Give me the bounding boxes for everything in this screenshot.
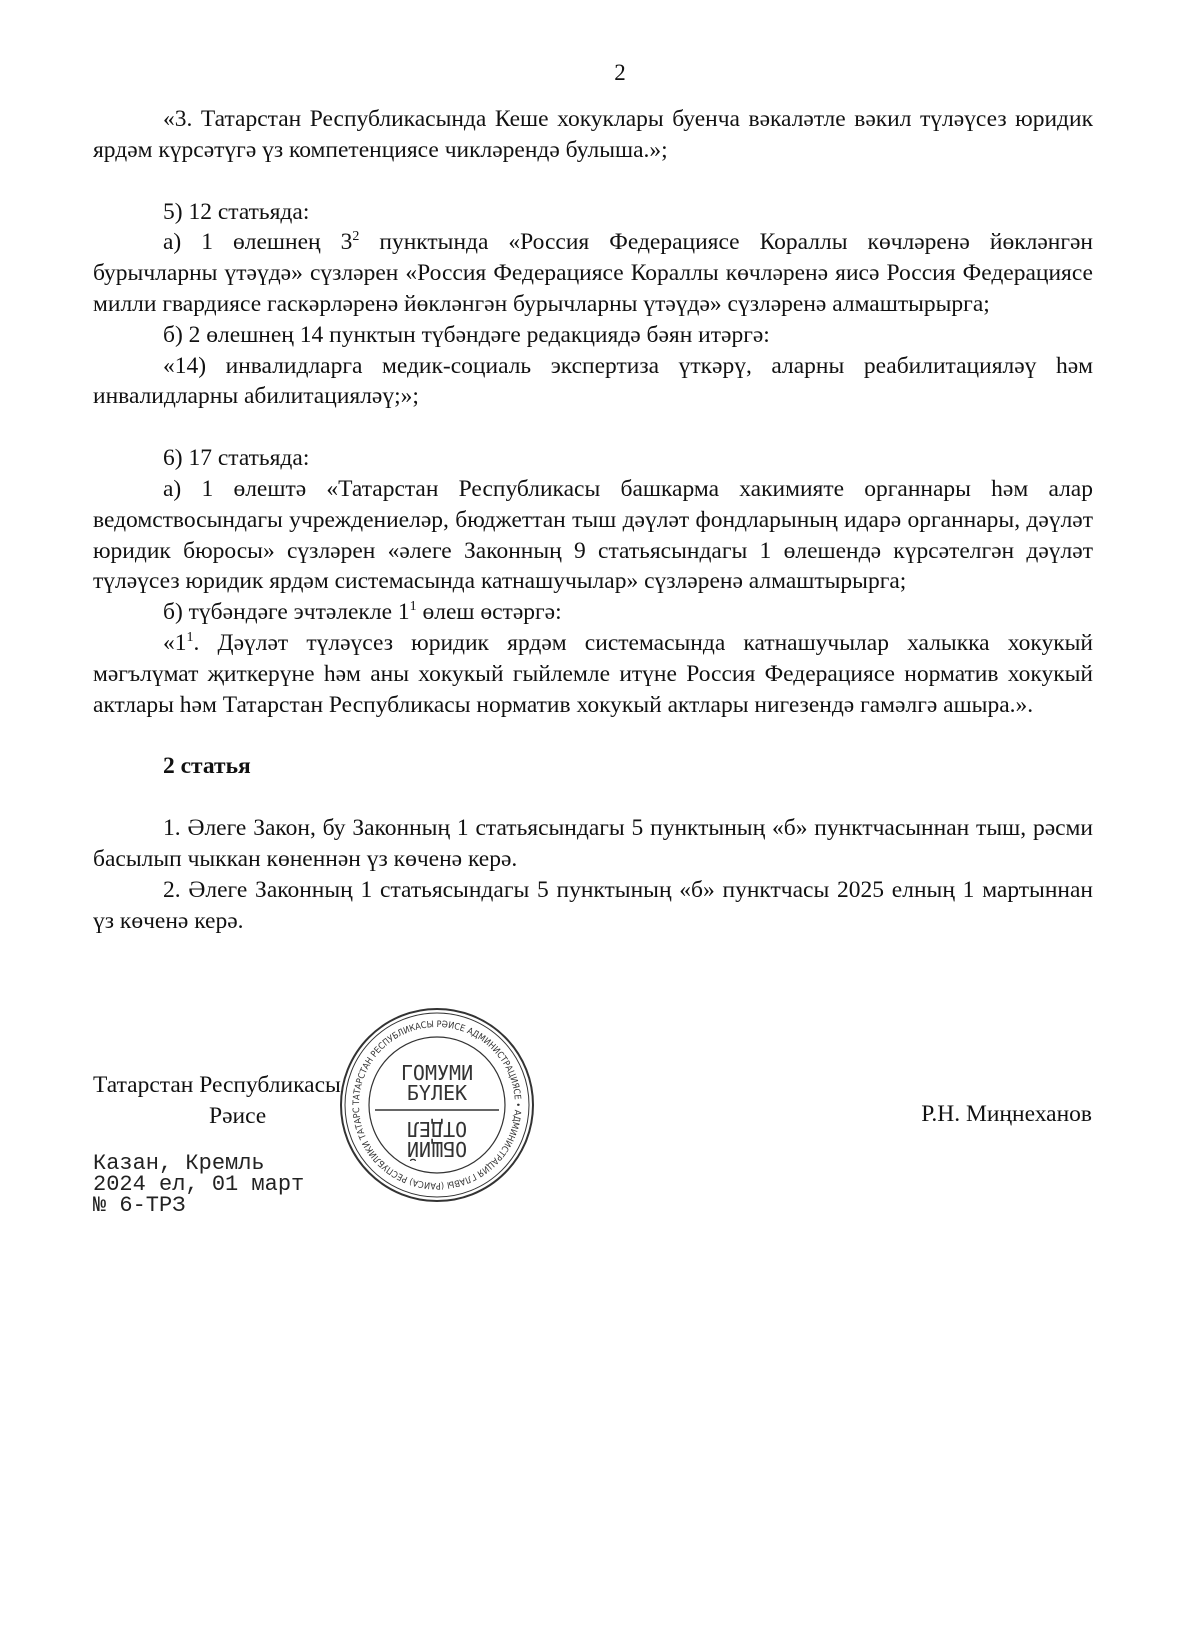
stamp-line4: ОБЩИЙ: [406, 1137, 468, 1161]
meta-date: 2024 ел, 01 март: [93, 1172, 305, 1197]
paragraph: а) 1 өлештә «Татарстан Республикасы башкарма хакимияте органнары һәм алар ведомствосындагы учреждениеләр, бюджеттан тыш дәүләт фондларының идарә органнары, дәүләт юридик бюросы» сүзләрен «әлеге Законның 9 статьясындагы 1 өлешендә күрсәтелгән дәүләт түләүсез юридик ярдәм системасында катнашучылар» сүзләренә алмаштырырга;: [93, 475, 1093, 595]
paragraph: «3. Татарстан Республикасында Кеше хокуклары буенча вәкаләтле вәкил түләүсез юридик ярдәм күрсәтүгә үз компетенциясе чикләрендә булыша.»;: [93, 106, 1093, 163]
paragraph: «$1^1$. Дәүләт түләүсез юридик ярдәм системасында катнашучылар халыкка хокукый мәгълүмат җиткерүне һәм аны хокукый гыйлемле итүне Россия Федерациясе норматив хокукый актлары һәм Татарстан Республикасы норматив хокукый актлары нигезендә гамәлгә ашыра.».: [93, 629, 1093, 718]
paragraph: б) түбәндәге эчтәлекле $1^1$ өлеш өстәргә:: [163, 599, 562, 626]
stamp-line3: ОТДЕЛ: [406, 1117, 468, 1141]
paragraph: а) 1 өлешнең $3^2$ пунктында «Россия Федерациясе Кораллы көчләренә йөкләнгән бурычларны үтәүдә» сүзләрен «Россия Федерациясе Кораллы көчләренә яисә Россия Федерациясе милли гвардиясе гаскәрләренә йөкләнгән бурычларны үтәүдә» сүзләренә алмаштырырга;: [93, 229, 1093, 317]
paragraph: «14) инвалидларга медик-социаль экспертиза үткәрү, аларны реабилитацияләү һәм инвалидларны абилитацияләү;»;: [93, 352, 1093, 410]
paragraph: 2. Әлеге Законның 1 статьясындагы 5 пунктының «б» пунктчасы 2025 елның 1 мартыннан үз көченә керә.: [93, 876, 1093, 934]
stamp-seal-graphic: [337, 1005, 537, 1205]
signatory-title: [93, 1070, 341, 1132]
stamp-ring-text: ТАТАРСТАН РЕСПУБЛИКАСЫ РӘИСЕ АДМИНИСТРАЦИЯСЕ • АДМИНИСТРАЦИЯ ГЛАВЫ (РАИСА) РЕСПУБЛИКИ ТАТАРС: [351, 1019, 523, 1191]
official-stamp: [337, 1005, 537, 1205]
stamp-line2: БҮЛЕК: [406, 1081, 468, 1105]
meta-place: Казан, Кремль: [93, 1151, 265, 1176]
section-heading: 2 статья: [163, 753, 251, 780]
document-body: [93, 104, 1093, 936]
paragraph: 5) 12 статьяда:: [163, 198, 310, 225]
meta-number: № 6-ТРЗ: [93, 1193, 186, 1218]
paragraph: б) 2 өлешнең 14 пунктын түбәндәге редакциядә бәян итәргә:: [163, 321, 770, 348]
paragraph: 6) 17 статьяда:: [163, 445, 310, 472]
paragraph: 1. Әлеге Закон, бу Законның 1 статьясындагы 5 пунктының «б» пунктчасыннан тыш, рәсми басылып чыккан көненнән үз көченә керә.: [93, 815, 1093, 872]
document-meta: [93, 1153, 304, 1216]
signatory-title-line1: Татарстан Республикасы: [93, 1072, 341, 1098]
signatory-title-line2: Рәисе: [209, 1103, 267, 1129]
stamp-line1: ГОМУМИ: [400, 1061, 474, 1085]
signatory-name: Р.Н. Миңнеханов: [921, 1101, 1092, 1127]
page-number: 2: [614, 60, 626, 85]
